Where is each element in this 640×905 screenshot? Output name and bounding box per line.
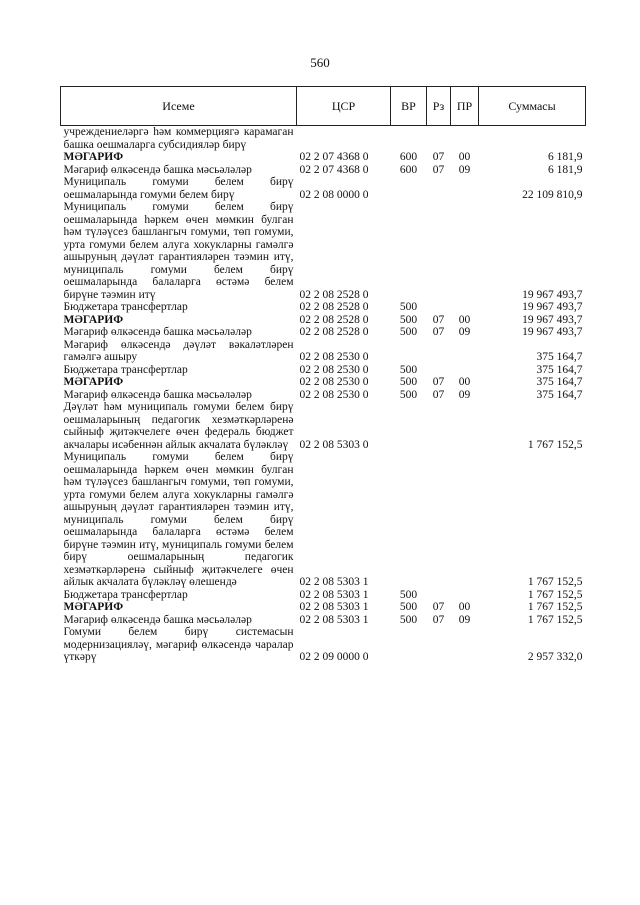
table-row: [61, 601, 586, 614]
cell-pr: [451, 589, 479, 602]
cell-amount: 19 967 493,7: [522, 301, 583, 313]
cell-name: МӘГАРИФ: [63, 313, 124, 326]
cell-rz: [427, 201, 451, 301]
cell-amount: 6 181,9: [548, 163, 583, 176]
table-row: [61, 339, 586, 364]
cell-pr: 09: [458, 388, 471, 401]
cell-pr: 09: [458, 326, 471, 338]
cell-csr: 02 2 08 2528 0: [299, 288, 369, 301]
cell-csr: 02 2 08 2528 0: [299, 326, 369, 338]
cell-name: МӘГАРИФ: [63, 376, 124, 388]
cell-amount: 1 767 152,5: [527, 613, 583, 626]
cell-rz: [427, 126, 451, 152]
cell-csr: 02 2 07 4368 0: [299, 163, 369, 176]
table-row: [61, 389, 586, 402]
cell-csr: 02 2 07 4368 0: [299, 151, 369, 163]
table-row: [61, 164, 586, 177]
cell-rz: [427, 401, 451, 451]
cell-name: Бюджетара трансфертлар: [63, 588, 188, 601]
cell-vr: [391, 201, 427, 301]
header-amount: Суммасы: [479, 87, 586, 126]
cell-amount: 2 957 332,0: [527, 651, 583, 663]
cell-pr: [451, 126, 479, 152]
cell-rz: 07: [432, 163, 445, 176]
cell-vr: 500: [399, 301, 418, 313]
cell-csr: 02 2 08 5303 1: [299, 613, 369, 626]
cell-vr: 500: [399, 613, 418, 626]
cell-pr: [451, 451, 479, 589]
cell-csr: 02 2 08 2530 0: [299, 351, 369, 363]
cell-amount: 19 967 493,7: [522, 313, 583, 326]
cell-csr: 02 2 09 0000 0: [299, 651, 369, 663]
cell-name: Муниципаль гомуми белем бирү оешмаларында гомуми белем бирү: [63, 176, 294, 201]
cell-rz: 07: [432, 326, 445, 338]
cell-csr: 02 2 08 2530 0: [299, 363, 369, 376]
cell-name: Мәгариф өлкәсендә дәүләт вәкаләтләрен гамәлгә ашыру: [63, 338, 294, 363]
table-row: [61, 376, 586, 389]
cell-name: Мәгариф өлкәсендә башка мәсьәләләр: [63, 163, 252, 176]
table-row: [61, 314, 586, 327]
cell-amount: 22 109 810,9: [522, 188, 583, 201]
cell-rz: [427, 301, 451, 314]
cell-name: Муниципаль гомуми белем бирү оешмаларында һәркем өчен мөмкин булган һәм түләүсез башлангыч гомуми, төп гомуми, урта гомуми белем алуга хокукларны гамәлгә ашыруның дәүләт гарантияләрен тәэмин итү, муниципаль гомуми белем бирү оешмаларында балаларга өстәмә белем бирүне тәэмин итү: [63, 201, 294, 301]
cell-amount: [479, 126, 586, 152]
cell-name: Бюджетара трансфертлар: [63, 363, 188, 376]
cell-vr: 600: [399, 151, 418, 163]
table-row: [61, 176, 586, 201]
cell-rz: [427, 451, 451, 589]
table-row: [61, 201, 586, 301]
cell-vr: 500: [399, 376, 418, 388]
cell-amount: 1 767 152,5: [527, 576, 583, 588]
table-header-row: [61, 87, 586, 126]
cell-pr: [451, 201, 479, 301]
cell-pr: [451, 626, 479, 664]
cell-amount: 19 967 493,7: [522, 326, 583, 338]
cell-vr: 500: [399, 326, 418, 338]
cell-pr: [451, 176, 479, 201]
table-body: [61, 126, 586, 664]
cell-csr: 02 2 08 0000 0: [299, 188, 369, 201]
cell-csr: 02 2 08 5303 1: [299, 601, 369, 613]
cell-amount: 1 767 152,5: [527, 601, 583, 613]
cell-rz: [427, 626, 451, 664]
cell-csr: [297, 126, 391, 152]
table-row: [61, 126, 586, 152]
page-number: 560: [310, 55, 330, 70]
cell-name: Мәгариф өлкәсендә башка мәсьәләләр: [63, 388, 252, 401]
cell-rz: 07: [432, 613, 445, 626]
cell-vr: [391, 626, 427, 664]
table-row: [61, 326, 586, 339]
cell-amount: 375 164,7: [536, 351, 583, 363]
cell-rz: [427, 339, 451, 364]
cell-csr: 02 2 08 2530 0: [299, 376, 369, 388]
table-row: [61, 589, 586, 602]
cell-amount: 19 967 493,7: [522, 288, 583, 301]
cell-pr: 00: [458, 601, 471, 613]
cell-rz: 07: [432, 601, 445, 613]
cell-pr: [451, 339, 479, 364]
cell-name: Муниципаль гомуми белем бирү оешмаларында һәркем өчен мөмкин булган һәм түләүсез башлангыч гомуми, төп гомуми, урта гомуми белем алуга хокукларны гамәлгә ашыруның дәүләт гарантияләрен тәэмин итү, муниципаль гомуми белем бирү оешмаларында балаларга өстәмә белем бирүне тәэмин итү, муниципаль гомуми белем бирү оешмаларының педагогик хезмәткәрләренә сыйныф җитәкчелеге өчен айлык акчалата бүләкләү өлешендә: [63, 451, 294, 588]
cell-pr: [451, 301, 479, 314]
cell-csr: 02 2 08 2530 0: [299, 388, 369, 401]
cell-rz: 07: [432, 388, 445, 401]
cell-pr: 00: [458, 376, 471, 388]
cell-name: Гомуми белем бирү системасын модернизацияләү, мәгариф өлкәсендә чаралар үткәрү: [63, 626, 294, 663]
cell-rz: 07: [432, 313, 445, 326]
cell-pr: [451, 364, 479, 377]
cell-rz: [427, 176, 451, 201]
cell-csr: 02 2 08 5303 1: [299, 576, 369, 588]
cell-csr: 02 2 08 5303 1: [299, 588, 369, 601]
cell-vr: [391, 451, 427, 589]
table-row: [61, 364, 586, 377]
cell-name: учреждениеләргә һәм коммерциягә карамаган башка оешмаларга субсидияләр бирү: [63, 126, 294, 151]
cell-amount: 375 164,7: [536, 388, 583, 401]
cell-amount: 1 767 152,5: [527, 438, 583, 451]
cell-csr: 02 2 08 2528 0: [299, 301, 369, 313]
cell-pr: 00: [458, 313, 471, 326]
cell-vr: [391, 401, 427, 451]
cell-name: Бюджетара трансфертлар: [63, 301, 188, 313]
cell-vr: 500: [399, 363, 418, 376]
table-row: [61, 401, 586, 451]
cell-vr: [391, 339, 427, 364]
cell-vr: 500: [399, 601, 418, 613]
cell-vr: 500: [399, 313, 418, 326]
cell-vr: 500: [399, 588, 418, 601]
cell-rz: 07: [432, 376, 445, 388]
cell-csr: 02 2 08 2528 0: [299, 313, 369, 326]
header-rz: Рз: [427, 87, 451, 126]
cell-name: Мәгариф өлкәсендә башка мәсьәләләр: [63, 326, 252, 338]
header-pr: ПР: [451, 87, 479, 126]
cell-pr: 09: [458, 163, 471, 176]
header-vr: ВР: [391, 87, 427, 126]
cell-csr: 02 2 08 5303 0: [299, 438, 369, 451]
budget-table: [60, 86, 586, 664]
cell-name: МӘГАРИФ: [63, 151, 124, 163]
cell-pr: [451, 401, 479, 451]
cell-vr: 500: [399, 388, 418, 401]
cell-vr: [391, 126, 427, 152]
cell-pr: 09: [458, 613, 471, 626]
header-csr: ЦСР: [297, 87, 391, 126]
table-row: [61, 614, 586, 627]
cell-rz: 07: [432, 151, 445, 163]
cell-name: Мәгариф өлкәсендә башка мәсьәләләр: [63, 613, 252, 626]
cell-name: МӘГАРИФ: [63, 601, 124, 613]
cell-amount: 6 181,9: [548, 151, 583, 163]
cell-amount: 375 164,7: [536, 376, 583, 388]
cell-vr: 600: [399, 163, 418, 176]
cell-rz: [427, 589, 451, 602]
table-row: [61, 451, 586, 589]
table-row: [61, 626, 586, 664]
cell-rz: [427, 364, 451, 377]
cell-pr: 00: [458, 151, 471, 163]
cell-name: Дәүләт һәм муниципаль гомуми белем бирү оешмаларының педагогик хезмәткәрләренә сыйныф җитәкчелеге өчен федераль бюджет акчалары исәбеннән айлык акчалата бүләкләү: [63, 401, 294, 451]
cell-vr: [391, 176, 427, 201]
cell-amount: 375 164,7: [536, 363, 583, 376]
table-row: [61, 301, 586, 314]
table-row: [61, 151, 586, 164]
header-name: Исеме: [61, 87, 297, 126]
cell-amount: 1 767 152,5: [527, 588, 583, 601]
